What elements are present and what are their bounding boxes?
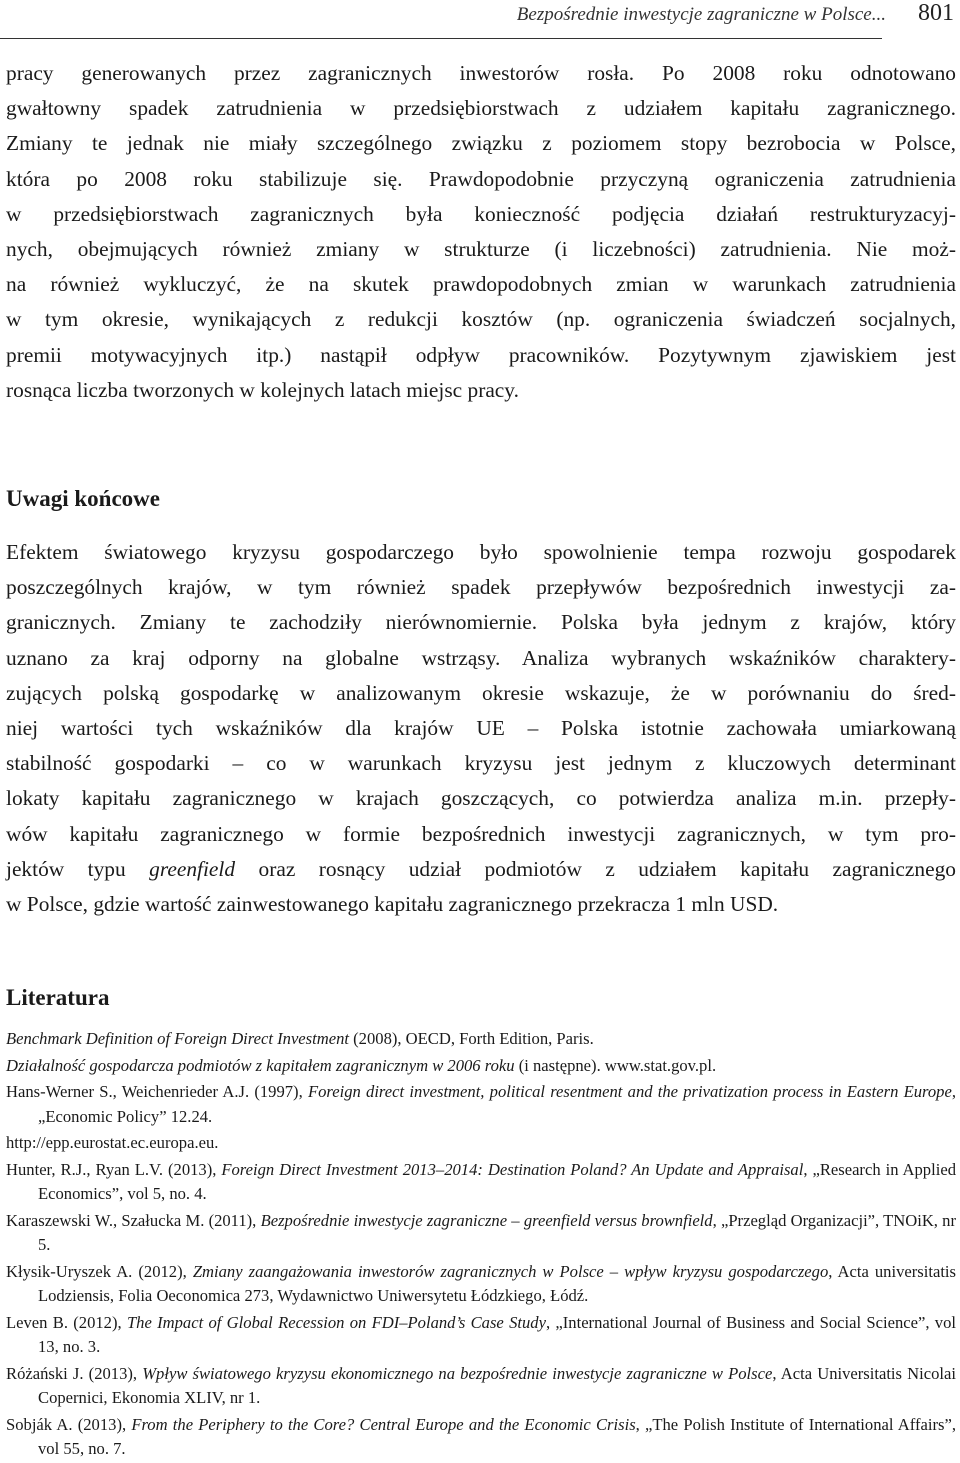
reference-details: (2008), OECD, Forth Edition, Paris. xyxy=(349,1029,594,1048)
reference-details: , „Economic Policy” 12.24. xyxy=(38,1082,956,1126)
reference-title: The Impact of Global Recession on FDI–Poland’s Case Study xyxy=(126,1312,546,1332)
text-line: zujących polską gospodarkę w analizowanym okresie wskazuje, że w porównaniu do śred- xyxy=(6,680,956,705)
text-line: gwałtowny spadek zatrudnienia w przedsiębiorstwach z udziałem kapitału zagranicznego. xyxy=(6,96,956,121)
reference-item xyxy=(6,1054,956,1078)
reference-list xyxy=(6,1027,956,1463)
section-heading-conclusions: Uwagi końcowe xyxy=(6,486,160,511)
reference-item xyxy=(6,1131,956,1155)
italic-term: greenfield xyxy=(149,856,236,881)
page-number: 801 xyxy=(918,0,954,26)
reference-item xyxy=(6,1158,956,1206)
reference-author: Sobják A. (2013), xyxy=(6,1414,132,1434)
reference-details: , Acta universitatis Lodziensis, Folia Oeconomica 273, Wydawnictwo Uniwersytetu Łódzkiego, Łódź. xyxy=(38,1261,957,1306)
text-line: w tym okresie, wynikających z redukcji kosztów (np. ograniczenia świadczeń socjalnych, xyxy=(6,307,956,332)
reference-item xyxy=(6,1362,956,1410)
reference-title: Działalność gospodarcza podmiotów z kapitałem zagranicznym w 2006 roku xyxy=(6,1055,515,1075)
text-line: premii motywacyjnych itp.) nastąpił odpływ pracowników. Pozytywnym zjawiskiem jest xyxy=(6,342,956,367)
reference-details: , „Research in Applied Economics”, vol 5, no. 4. xyxy=(38,1160,956,1204)
reference-details: , „Przegląd Organizacji”, TNOiK, nr 5. xyxy=(38,1210,956,1255)
reference-item xyxy=(6,1209,956,1257)
reference-author: Hunter, R.J., Ryan L.V. (2013), xyxy=(6,1160,222,1180)
text-line: nych, obejmujących również zmiany w strukturze (i liczebności) zatrudnienia. Nie moż- xyxy=(6,237,956,262)
text-line: pracy generowanych przez zagranicznych inwestorów rosła. Po 2008 roku odnotowano xyxy=(6,61,956,85)
text-line: niej wartości tych wskaźników dla krajów UE – Polska istotnie zachowała umiarkowaną xyxy=(6,716,956,741)
reference-title: Foreign Direct Investment 2013–2014: Destination Poland? An Update and Appraisal xyxy=(221,1160,804,1180)
text-fragment: jektów typu xyxy=(6,856,150,881)
reference-item xyxy=(6,1080,956,1128)
paragraph-employment xyxy=(6,56,956,408)
paragraph-conclusions xyxy=(6,535,956,922)
text-fragment: oraz rosnący udział podmiotów z udziałem kapitału zagranicznego xyxy=(235,856,956,881)
reference-author: Leven B. (2012), xyxy=(6,1312,127,1332)
reference-details: , „The Polish Institute of International Affairs”, vol 55, no. 7. xyxy=(38,1414,956,1458)
text-line: Efektem światowego kryzysu gospodarczego było spowolnienie tempa rozwoju gospodarek xyxy=(6,540,956,564)
reference-url: http://epp.eurostat.ec.europa.eu. xyxy=(6,1133,219,1153)
text-line: w Polsce, gdzie wartość zainwestowanego kapitału zagranicznego przekracza 1 mln USD. xyxy=(6,892,779,917)
text-line: stabilność gospodarki – co w warunkach kryzysu jest jednym z kluczowych determinant xyxy=(6,751,956,776)
reference-title: Benchmark Definition of Foreign Direct Investment xyxy=(6,1029,349,1048)
text-line: lokaty kapitału zagranicznego w krajach goszczących, co potwierdza analiza m.in. przepły- xyxy=(6,786,956,811)
reference-item xyxy=(6,1260,956,1308)
reference-title: Wpływ światowego kryzysu ekonomicznego na bezpośrednie inwestycje zagraniczne w Polsce xyxy=(142,1363,773,1383)
reference-author: Hans-Werner S., Weichenrieder A.J. (1997), xyxy=(6,1082,308,1102)
running-header xyxy=(0,0,960,42)
section-heading-literature: Literatura xyxy=(6,985,110,1010)
reference-details: , „International Journal of Business and Social Science”, vol 13, no. 3. xyxy=(38,1312,956,1356)
text-line: poszczególnych krajów, w tym również spadek przepływów bezpośrednich inwestycji za- xyxy=(6,575,956,600)
reference-item xyxy=(6,1311,956,1359)
text-line-greenfield xyxy=(6,852,956,887)
text-line: wów kapitału zagranicznego w formie bezpośrednich inwestycji zagranicznych, w tym pro- xyxy=(6,821,956,846)
text-line: w przedsiębiorstwach zagranicznych była konieczność podjęcia działań restrukturyzacyj- xyxy=(6,201,956,226)
header-rule xyxy=(0,38,882,39)
reference-title: Bezpośrednie inwestycje zagraniczne – greenfield versus brownfield xyxy=(260,1210,713,1230)
text-line: rosnąca liczba tworzonych w kolejnych latach miejsc pracy. xyxy=(6,377,519,402)
reference-author: Kłysik-Uryszek A. (2012), xyxy=(6,1261,193,1281)
text-line: Zmiany te jednak nie miały szczególnego związku z poziomem stopy bezrobocia w Polsce, xyxy=(6,131,956,156)
reference-author: Karaszewski W., Szałucka M. (2011), xyxy=(6,1210,261,1230)
text-line: granicznych. Zmiany te zachodziły nierównomiernie. Polska była jednym z krajów, który xyxy=(6,610,956,635)
reference-title: Zmiany zaangażowania inwestorów zagranicznych w Polsce – wpływ kryzysu gospodarczego xyxy=(192,1261,829,1281)
reference-details: , Acta Universitatis Nicolai Copernici, Ekonomia XLIV, nr 1. xyxy=(38,1363,956,1407)
reference-item xyxy=(6,1413,956,1461)
reference-details: (i następne). www.stat.gov.pl. xyxy=(514,1055,717,1075)
text-line: uznano za kraj odporny na globalne wstrząsy. Analiza wybranych wskaźników charaktery- xyxy=(6,645,956,670)
reference-item xyxy=(6,1027,956,1051)
reference-title: From the Periphery to the Core? Central Europe and the Economic Crisis xyxy=(131,1414,636,1434)
text-line: na również wykluczyć, że na skutek prawdopodobnych zmian w warunkach zatrudnienia xyxy=(6,272,956,297)
reference-author: Różański J. (2013), xyxy=(6,1363,143,1383)
reference-title: Foreign direct investment, political resentment and the privatization process in Eastern Europe xyxy=(307,1082,952,1102)
running-title: Bezpośrednie inwestycje zagraniczne w Polsce... xyxy=(516,4,886,25)
text-line: która po 2008 roku stabilizuje się. Prawdopodobnie przyczyną ograniczenia zatrudnienia xyxy=(6,166,956,191)
